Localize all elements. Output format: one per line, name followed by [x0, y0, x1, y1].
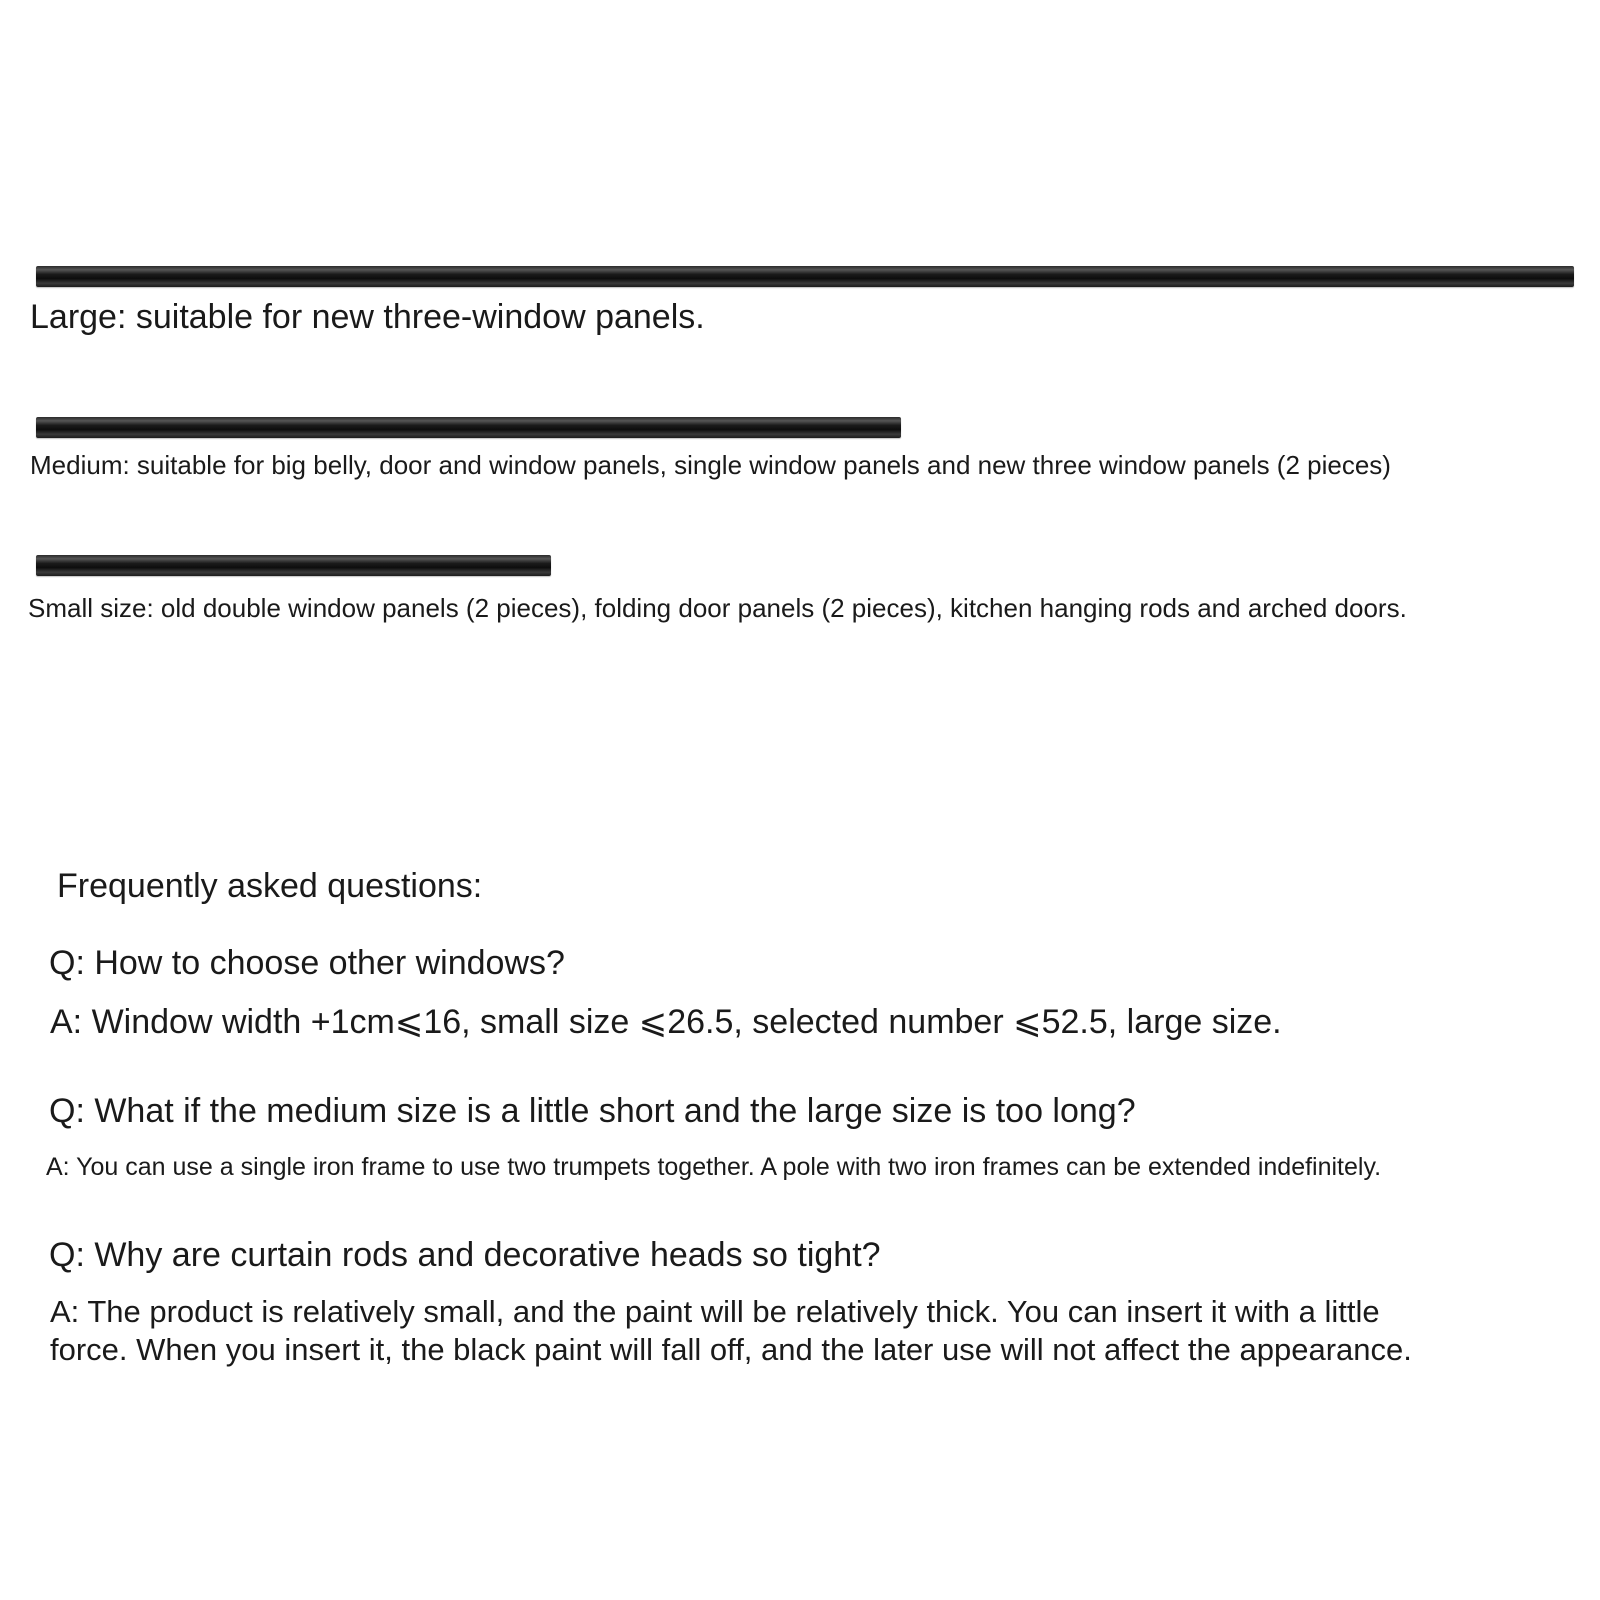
faq-answer-3-line-2: force. When you insert it, the black paint will fall off, and the later use will not affect the appearance. — [50, 1332, 1412, 1367]
large-curtain-rod-image — [36, 266, 1574, 287]
faq-title: Frequently asked questions: — [57, 867, 483, 905]
medium-curtain-rod-image — [36, 417, 901, 438]
large-size-caption: Large: suitable for new three-window panels. — [30, 298, 705, 336]
faq-answer-2: A: You can use a single iron frame to use two trumpets together. A pole with two iron frames can be extended indefinitely. — [46, 1153, 1382, 1181]
faq-answer-3 — [50, 1293, 1530, 1369]
faq-answer-1: A: Window width +1cm⩽16, small size ⩽26.5, selected number ⩽52.5, large size. — [50, 1003, 1282, 1041]
medium-size-caption: Medium: suitable for big belly, door and window panels, single window panels and new three window panels (2 pieces) — [30, 450, 1391, 480]
faq-question-1: Q: How to choose other windows? — [49, 944, 565, 982]
faq-answer-3-line-1: A: The product is relatively small, and the paint will be relatively thick. You can insert it with a little — [50, 1294, 1380, 1329]
small-size-caption: Small size: old double window panels (2 pieces), folding door panels (2 pieces), kitchen hanging rods and arched doors. — [28, 593, 1407, 623]
faq-question-2: Q: What if the medium size is a little short and the large size is too long? — [49, 1092, 1136, 1130]
small-curtain-rod-image — [36, 555, 551, 576]
faq-question-3: Q: Why are curtain rods and decorative heads so tight? — [49, 1236, 881, 1274]
